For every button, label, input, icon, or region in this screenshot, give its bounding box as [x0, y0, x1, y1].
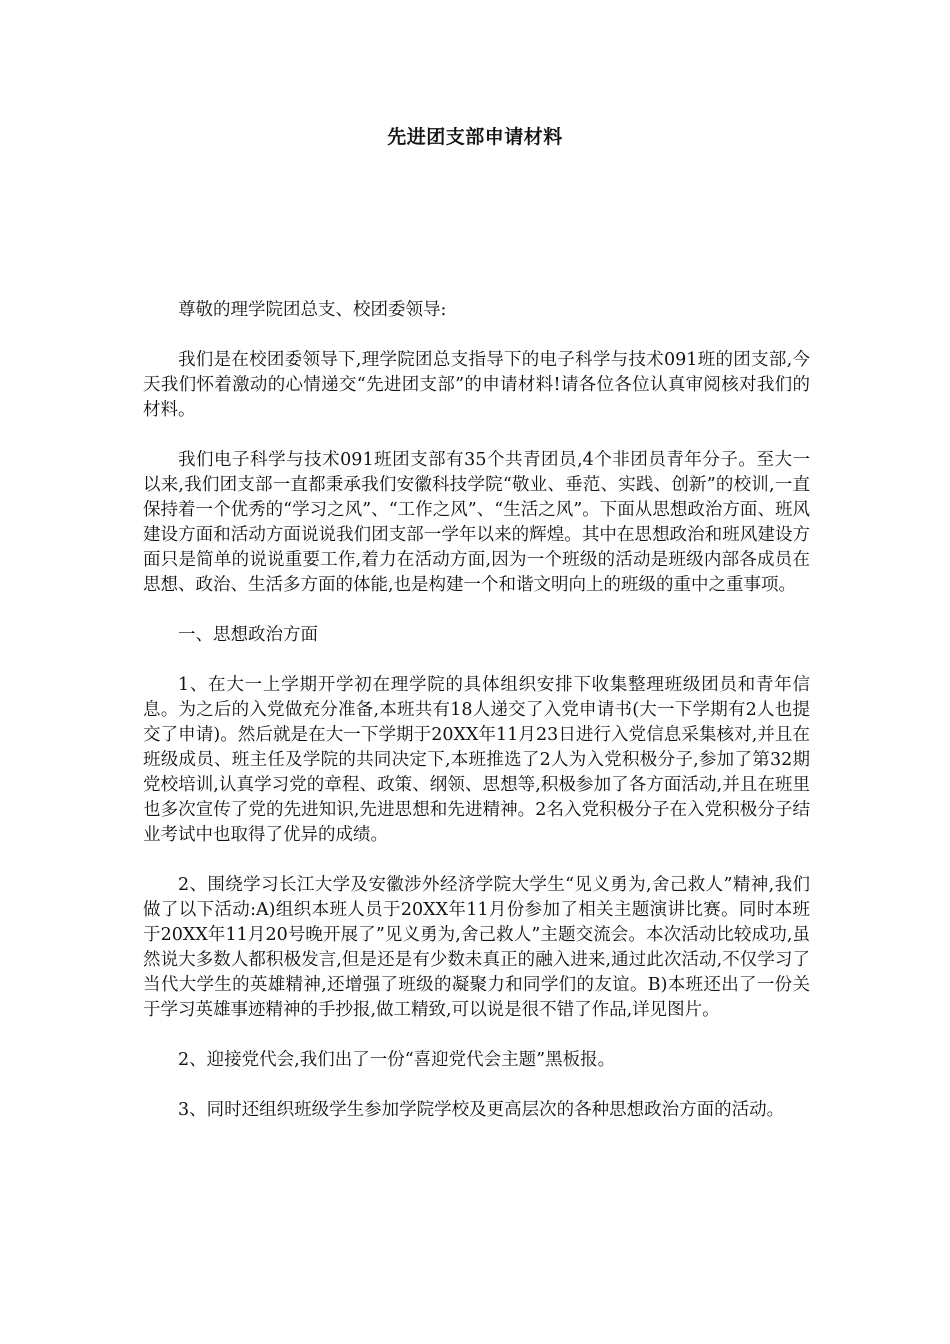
paragraph-item-2: 2、围绕学习长江大学及安徽涉外经济学院大学生“见义勇为,舍己救人”精神,我们做了以下活动:A)组织本班人员于20XX年11月份参加了相关主题演讲比赛。同时本班于20XX年11月20号晚开展了”见义勇为,舍己救人”主题交流会。本次活动比较成功,虽然说大多数人都积极发言,但是还是有少数未真正的融入进来,通过此次活动,不仅学习了当代大学生的英雄精神,还增强了班级的凝聚力和同学们的友谊。B)本班还出了一份关于学习英雄事迹精神的手抄报,做工精致,可以说是很不错了作品,详见图片。 [143, 875, 810, 1020]
paragraph-item-3: 3、同时还组织班级学生参加学院学校及更高层次的各种思想政治方面的活动。 [178, 1100, 785, 1120]
paragraph-item-2b: 2、迎接党代会,我们出了一份“喜迎党代会主题”黑板报。 [178, 1050, 616, 1070]
document-body [143, 298, 810, 1148]
paragraph-item-1: 1、在大一上学期开学初在理学院的具体组织安排下收集整理班级团员和青年信息。为之后的入党做充分准备,本班共有18人递交了入党申请书(大一下学期有2人也提交了申请)。然后就是在大一下学期于20XX年11月23日进行入党信息采集核对,并且在班级成员、班主任及学院的共同决定下,本班推选了2人为入党积极分子,参加了第32期党校培训,认真学习党的章程、政策、纲领、思想等,积极参加了各方面活动,并且在班里也多次宣传了党的先进知识,先进思想和先进精神。2名入党积极分子在入党积极分子结业考试中也取得了优异的成绩。 [143, 675, 810, 845]
document-title: 先进团支部申请材料 [387, 126, 563, 148]
salutation: 尊敬的理学院团总支、校团委领导: [178, 300, 447, 320]
paragraph-overview: 我们电子科学与技术091班团支部有35个共青团员,4个非团员青年分子。至大一以来,我们团支部一直都秉承我们安徽科技学院“敬业、垂范、实践、创新”的校训,一直保持着一个优秀的“学习之风”、“工作之风”、“生活之风”。下面从思想政治方面、班风建设方面和活动方面说说我们团支部一学年以来的辉煌。其中在思想政治和班风建设方面只是简单的说说重要工作,着力在活动方面,因为一个班级的活动是班级内部各成员在思想、政治、生活多方面的体能,也是构建一个和谐文明向上的班级的重中之重事项。 [143, 450, 810, 595]
section-heading: 一、思想政治方面 [178, 625, 318, 645]
paragraph-intro: 我们是在校团委领导下,理学院团总支指导下的电子科学与技术091班的团支部,今天我们怀着激动的心情递交“先进团支部”的申请材料!请各位各位认真审阅核对我们的材料。 [143, 350, 810, 420]
